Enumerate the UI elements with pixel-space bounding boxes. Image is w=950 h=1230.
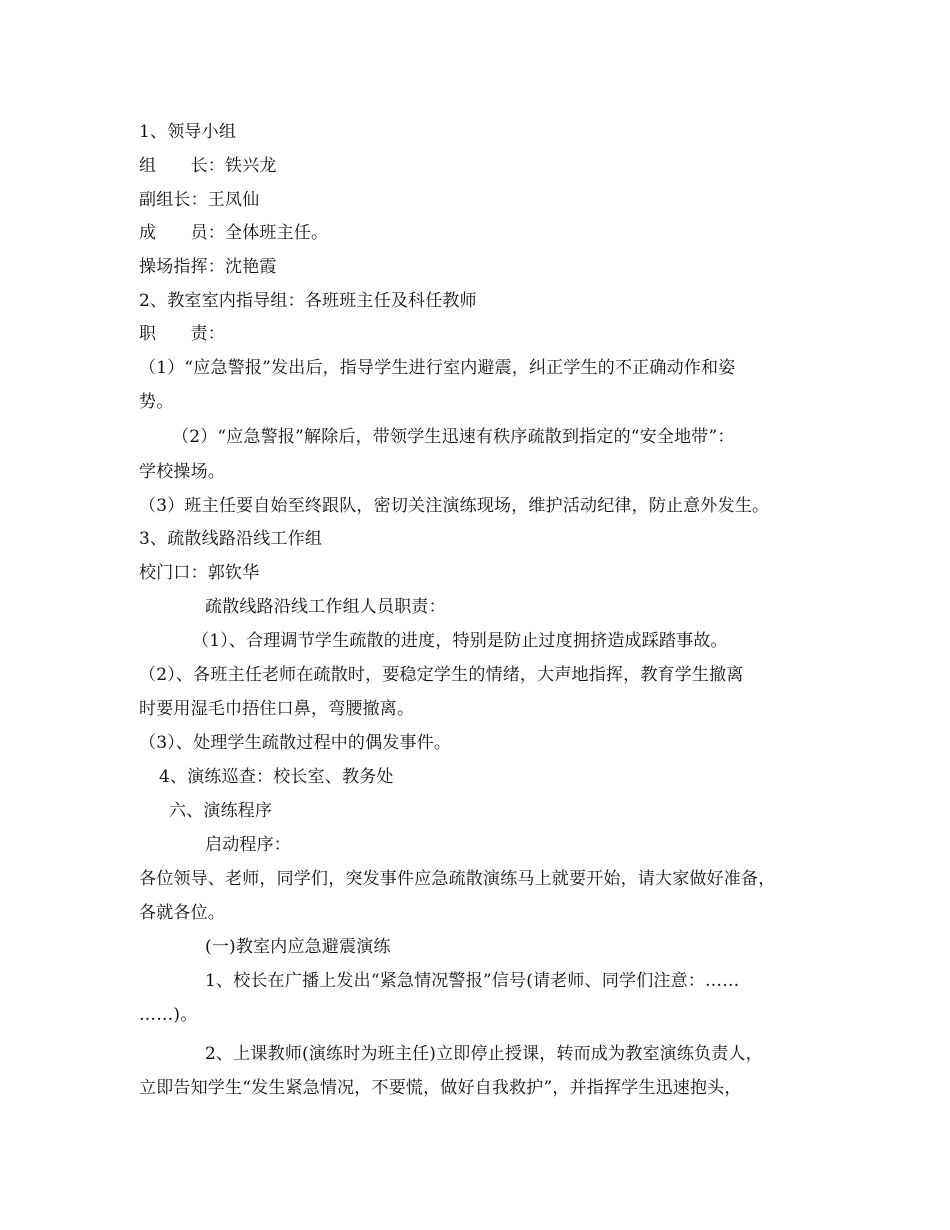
- text-route-duty-3: （3）、处理学生疏散过程中的偶发事件。: [139, 733, 452, 753]
- text-members: 成 员：全体班主任。: [139, 223, 329, 243]
- text-announcement: 各位领导、老师，同学们，突发事件应急疏散演练马上就要开始，请大家做好准备，: [139, 869, 776, 889]
- text-route-duty-2: （2）、各班主任老师在疏散时，要稳定学生的情绪，大声地指挥，教育学生撤离: [139, 665, 744, 685]
- text-route-duties-label: 疏散线路沿线工作组人员职责：: [205, 597, 446, 617]
- heading-drill-inspection: 4、演练巡查：校长室、教务处: [159, 767, 394, 787]
- text-duty-2: （2）“应急警报”解除后，带领学生迅速有秩序疏散到指定的“安全地带”：: [172, 427, 735, 447]
- text-duties-label: 职 责：: [139, 324, 225, 344]
- text-school-gate: 校门口：郭钦华: [139, 563, 260, 583]
- text-step-2: 2、上课教师(演练时为班主任)立即停止授课，转而成为教室演练负责人，: [205, 1044, 763, 1064]
- text-route-duty-2-cont: 时要用湿毛巾捂住口鼻，弯腰撤离。: [139, 699, 415, 719]
- text-step-1: 1、校长在广播上发出“紧急情况警报”信号(请老师、同学们注意：……: [205, 971, 740, 991]
- heading-leadership-group: 1、领导小组: [139, 122, 237, 142]
- text-step-1-cont: ……)。: [139, 1005, 198, 1025]
- text-startup-procedure: 启动程序：: [205, 835, 291, 855]
- text-field-commander: 操场指挥：沈艳霞: [139, 257, 277, 277]
- text-route-duty-1: （1）、合理调节学生疏散的进度，特别是防止过度拥挤造成踩踏事故。: [192, 631, 728, 651]
- text-duty-3: （3）班主任要自始至终跟队，密切关注演练现场，维护活动纪律，防止意外发生。: [139, 496, 770, 516]
- text-duty-1: （1）“应急警报”发出后，指导学生进行室内避震，纠正学生的不正确动作和姿: [139, 358, 736, 378]
- heading-classroom-guidance-group: 2、教室室内指导组：各班班主任及科任教师: [139, 291, 477, 311]
- text-group-leader: 组 长：铁兴龙: [139, 156, 277, 176]
- text-duty-1-cont: 势。: [139, 392, 174, 412]
- text-announcement-cont: 各就各位。: [139, 903, 225, 923]
- text-deputy-leader: 副组长：王凤仙: [139, 190, 260, 210]
- heading-drill-procedure: 六、演练程序: [169, 801, 273, 821]
- heading-classroom-drill: (一)教室内应急避震演练: [205, 937, 391, 957]
- text-step-2-cont: 立即告知学生“发生紧急情况，不要慌，做好自我救护”，并指挥学生迅速抱头，: [139, 1078, 742, 1098]
- text-duty-2-cont: 学校操场。: [139, 462, 225, 482]
- heading-evacuation-route-group: 3、疏散线路沿线工作组: [139, 529, 323, 549]
